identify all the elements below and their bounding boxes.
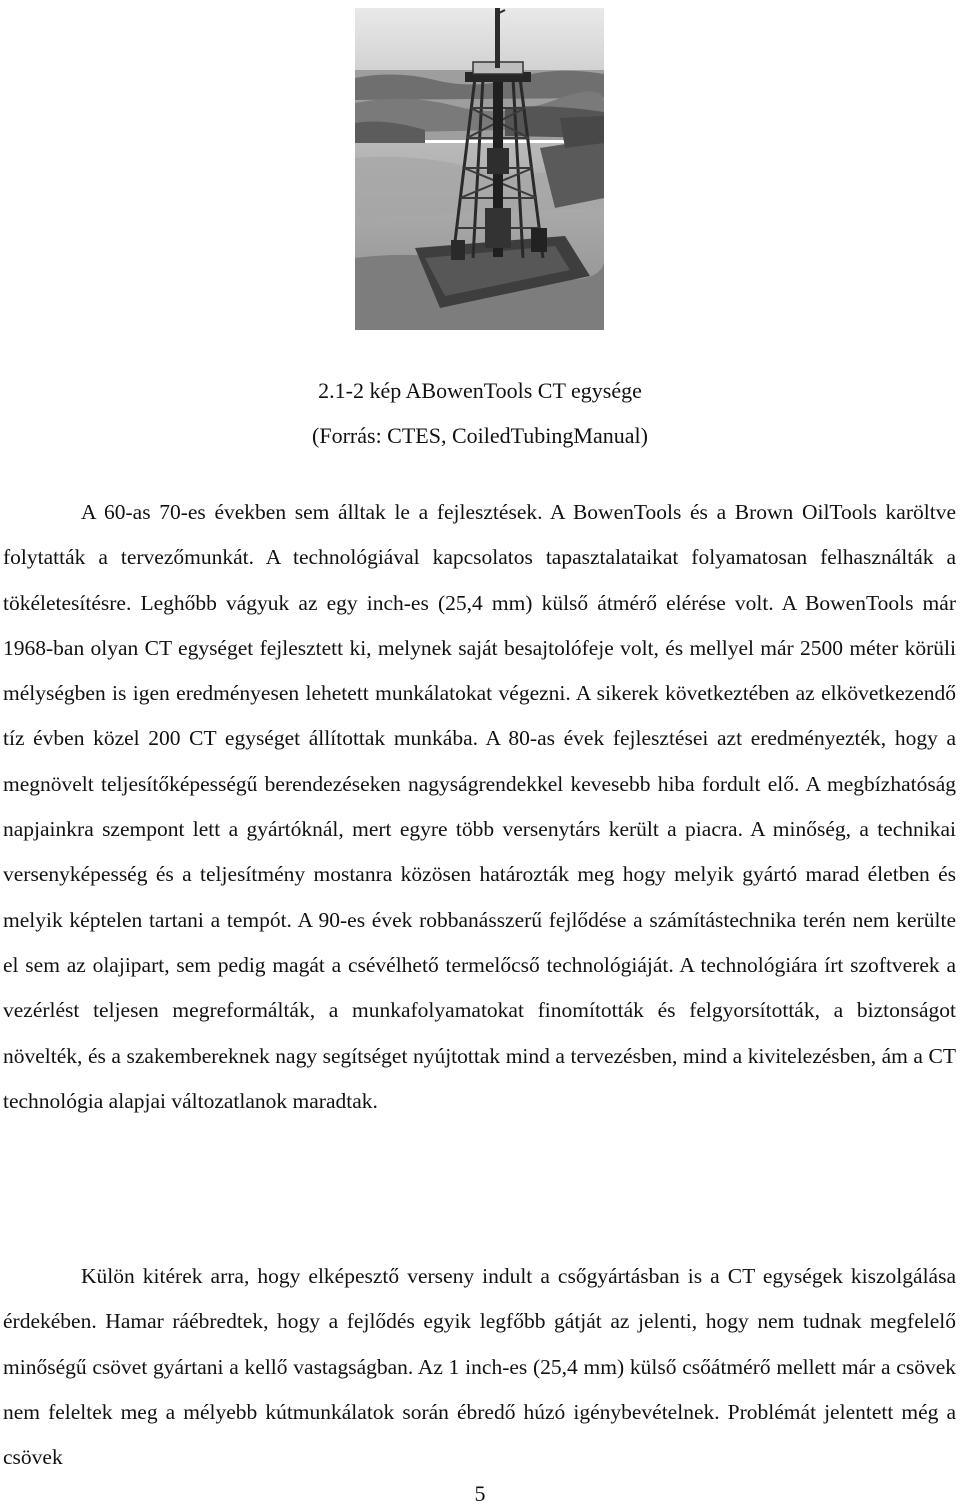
ct-unit-photo xyxy=(355,8,604,330)
paragraph-2: Külön kitérek arra, hogy elképesztő verseny indult a csőgyártásban is a CT egységek kiszolgálása érdekében. Hamar ráébredtek, hogy a fejlődés egyik legfőbb gátját az jelenti, hogy nem tudnak megfelelő minőségű csövet gyártani a kellő vastagságban. Az 1 inch-es (25,4 mm) külső csőátmérő mellett már a csövek nem feleltek meg a mélyebb kútmunkálatok során ébredő húzó igénybevételnek. Problémát jelentett még a csövek xyxy=(3,1264,956,1470)
paragraph-1: A 60-as 70-es években sem álltak le a fejlesztések. A BowenTools és a Brown OilTools karöltve folytatták a tervezőmunkát. A technológiával kapcsolatos tapasztalataikat folyamatosan felhasználták a tökéletesítésre. Leghőbb vágyuk az egy inch-es (25,4 mm) külső átmérő elérése volt. A BowenTools már 1968-ban olyan CT egységet fejlesztett ki, melynek saját besajtolófeje volt, és mellyel már 2500 méter körüli mélységben is igen eredményesen lehetett munkálatokat végezni. A sikerek következtében az elkövetkezendő tíz évben közel 200 CT egységet állítottak munkába. A 80-as évek fejlesztései azt eredményezték, hogy a megnövelt teljesítőképességű berendezéseken nagyságrendekkel kevesebb hiba fordult elő. A megbízhatóság napjainkra szempont lett a gyártóknál, mert egyre több versenytárs került a piacra. A minőség, a technikai versenyképesség és a teljesítmény mostanra közösen határozták meg hogy melyik gyártó marad életben és melyik képtelen tartani a tempót. A 90-es évek robbanásszerű fejlődése a számítástechnika terén nem kerülte el sem az olajipart, sem pedig magát a csévélhető termelőcső technológiáját. A technológiára írt szoftverek a vezérlést teljesen megreformálták, a munkafolyamatokat finomították és felgyorsították, a biztonságot növelték, és a szakembereknek nagy segítséget nyújtottak mind a tervezésben, mind a kivitelezésben, ám a CT technológia alapjai változatlanok maradtak. xyxy=(3,500,956,1113)
figure-source: (Forrás: CTES, CoiledTubingManual) xyxy=(312,423,648,448)
figure-caption: 2.1-2 kép ABowenTools CT egysége xyxy=(318,378,642,403)
page-number: 5 xyxy=(474,1481,486,1506)
